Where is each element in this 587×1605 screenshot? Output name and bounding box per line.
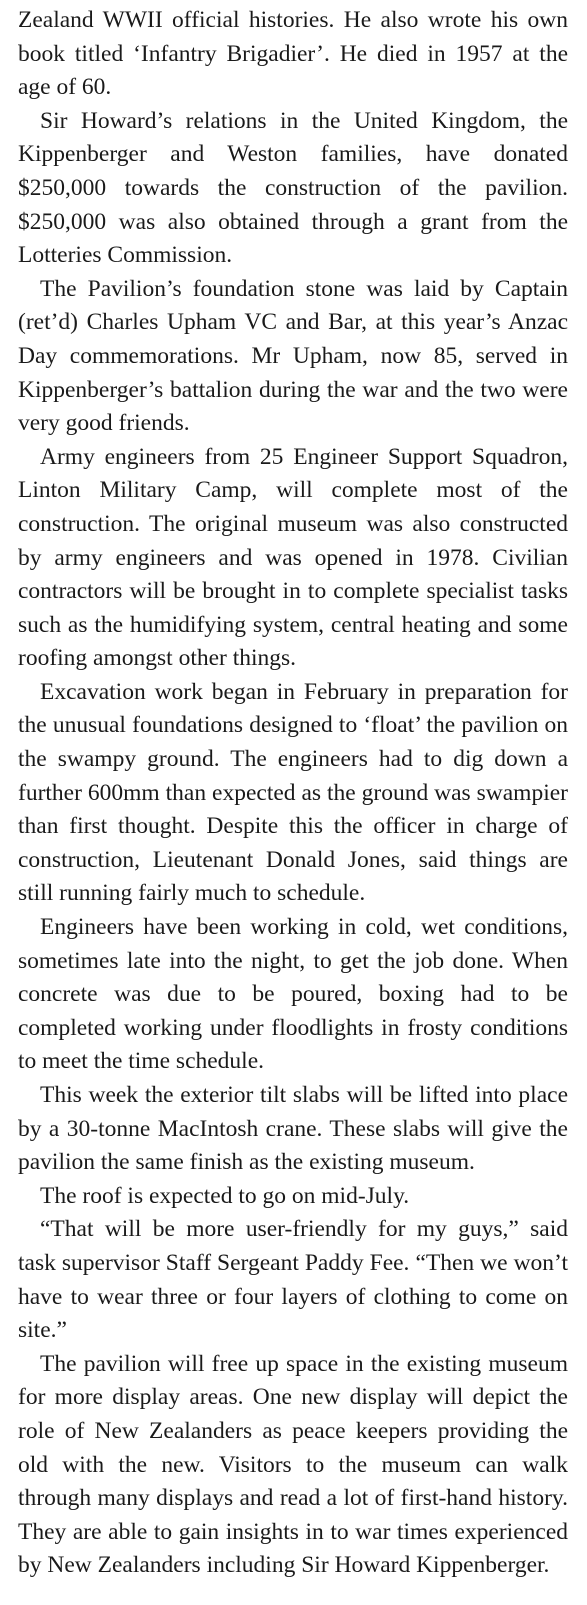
paragraph-1: Zealand WWII official histories. He also wrote his own book titled ‘Infantry Brigadier’. He died in 1957 at the age of 60.: [18, 7, 568, 101]
paragraph-4: Army engineers from 25 Engineer Support Squadron, Linton Military Camp, will complete most of the construction. The original museum was also constructed by army engineers and was opened in 1978. Civilian contractors will be brought in to complete specialist tasks such as the humidifying system, central heating and some roofing amongst other things.: [18, 443, 568, 672]
article-body: [18, 4, 568, 1583]
paragraph-6: Engineers have been working in cold, wet conditions, sometimes late into the night, to get the job done. When concrete was due to be poured, boxing had to be completed working under floodlights in frosty conditions to meet the time schedule.: [18, 914, 568, 1075]
paragraph-7: This week the exterior tilt slabs will be lifted into place by a 30-tonne MacIntosh crane. These slabs will give the pavilion the same finish as the existing museum.: [18, 1082, 568, 1176]
paragraph-2: Sir Howard’s relations in the United Kingdom, the Kippenberger and Weston families, have donated $250,000 towards the construction of the pavilion. $250,000 was also obtained through a grant from the Lotteries Commission.: [18, 107, 568, 269]
paragraph-9: “That will be more user-friendly for my guys,” said task supervisor Staff Sergeant Paddy Fee. “Then we won’t have to wear three or four layers of clothing to come on site.”: [18, 1216, 568, 1344]
paragraph-3: The Pavilion’s foundation stone was laid by Captain (ret’d) Charles Upham VC and Bar, at this year’s Anzac Day commemorations. Mr Upham, now 85, served in Kippenberger’s battalion during the war and the two were very good friends.: [18, 275, 568, 437]
paragraph-10: The pavilion will free up space in the existing museum for more display areas. One new display will depict the role of New Zealanders as peace keepers providing the old with the new. Visitors to the museum can walk through many displays and read a lot of first-hand history. They are able to gain insights in to war times experienced by New Zealanders including Sir Howard Kippenberger.: [18, 1350, 568, 1579]
paragraph-8: The roof is expected to go on mid-July.: [40, 1182, 410, 1209]
paragraph-5: Excavation work began in February in preparation for the unusual foundations designed to ‘float’ the pavilion on the swampy ground. The engineers had to dig down a further 600mm than expected as the ground was swampier than first thought. Despite this the officer in charge of construction, Lieutenant Donald Jones, said things are still running fairly much to schedule.: [18, 678, 568, 907]
